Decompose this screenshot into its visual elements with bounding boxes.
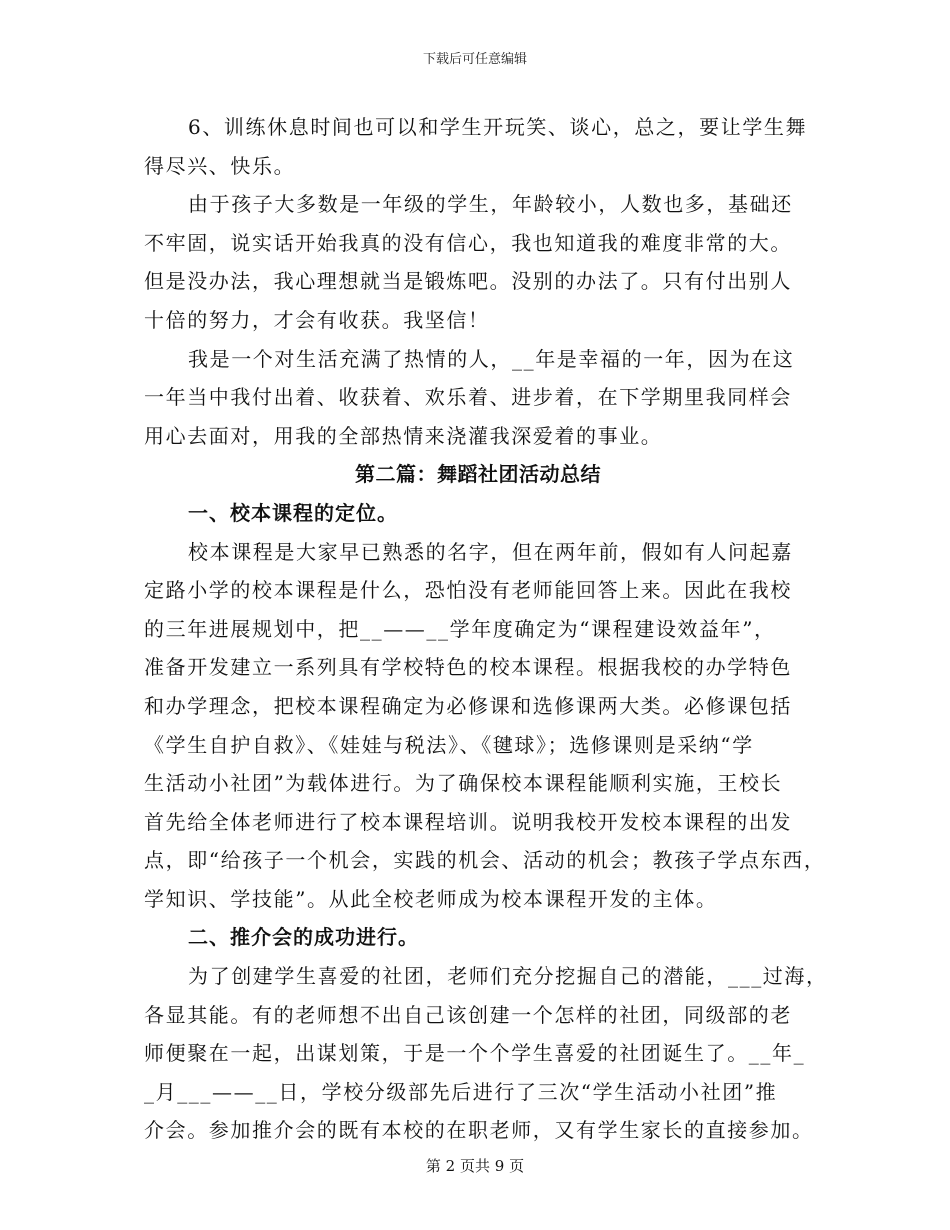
paragraph-line: 点，即“给孩子一个机会，实践的机会、活动的机会；教孩子学点东西，	[144, 848, 826, 873]
section-subheading: 二、推介会的成功进行。	[188, 925, 419, 950]
paragraph-line: 6、训练休息时间也可以和学生开玩笑、谈心，总之，要让学生舞	[188, 115, 808, 139]
paragraph-line: 不牢固，说实话开始我真的没有信心，我也知道我的难度非常的大。	[144, 230, 792, 255]
paragraph-line: 一年当中我付出着、收获着、欢乐着、进步着，在下学期里我同样会	[144, 385, 792, 410]
paragraph-line: 为了创建学生喜爱的社团，老师们充分挖掘自己的潜能，___过海，	[188, 964, 828, 989]
paragraph-line: _月___——__日，学校分级部先后进行了三次“学生活动小社团”推	[144, 1079, 778, 1104]
paragraph-line: 准备开发建立一系列具有学校特色的校本课程。根据我校的办学特色	[144, 655, 792, 680]
paragraph-line: 定路小学的校本课程是什么，恐怕没有老师能回答上来。因此在我校	[144, 578, 792, 603]
paragraph-line: 生活动小社团”为载体进行。为了确保校本课程能顺利实施，王校长	[144, 771, 783, 796]
paragraph-line: 各显其能。有的老师想不出自己该创建一个怎样的社团，同级部的老	[144, 1002, 792, 1027]
paragraph-line: 师便聚在一起，出谋划策，于是一个个学生喜爱的社团诞生了。__年_	[144, 1041, 806, 1066]
paragraph-line: 但是没办法，我心理想就当是锻炼吧。没别的办法了。只有付出别人	[144, 269, 792, 294]
paragraph-line: 校本课程是大家早已熟悉的名字，但在两年前，假如有人问起嘉	[188, 539, 793, 564]
paragraph-line: 《学生自护自救》、《娃娃与税法》、《毽球》；选修课则是采纳“学	[144, 732, 754, 757]
paragraph-line: 和办学理念，把校本课程确定为必修课和选修课两大类。必修课包括	[144, 693, 792, 718]
paragraph-line: 我是一个对生活充满了热情的人，__年是幸福的一年，因为在这	[188, 346, 795, 371]
paragraph-line: 首先给全体老师进行了校本课程培训。说明我校开发校本课程的出发	[144, 809, 792, 834]
section-title: 第二篇：舞蹈社团活动总结	[355, 462, 601, 487]
paragraph-line: 介会。参加推介会的既有本校的在职老师，又有学生家长的直接参加。	[144, 1118, 814, 1143]
section-subheading: 一、校本课程的定位。	[188, 500, 398, 525]
paragraph-line: 十倍的努力，才会有收获。我坚信！	[144, 307, 490, 332]
page-footer: 第 2 页共 9 页	[425, 1157, 525, 1175]
document-body	[144, 108, 828, 1150]
paragraph-line: 得尽兴、快乐。	[144, 153, 296, 178]
paragraph-line: 的三年进展规划中，把__——__学年度确定为“课程建设效益年”，	[144, 616, 776, 641]
paragraph-line: 学知识、学技能”。从此全校老师成为校本课程开发的主体。	[144, 886, 718, 911]
paragraph-line: 由于孩子大多数是一年级的学生，年龄较小，人数也多，基础还	[188, 192, 793, 217]
paragraph-line: 用心去面对，用我的全部热情来浇灌我深爱着的事业。	[144, 423, 663, 448]
page-header: 下载后可任意编辑	[422, 52, 527, 67]
